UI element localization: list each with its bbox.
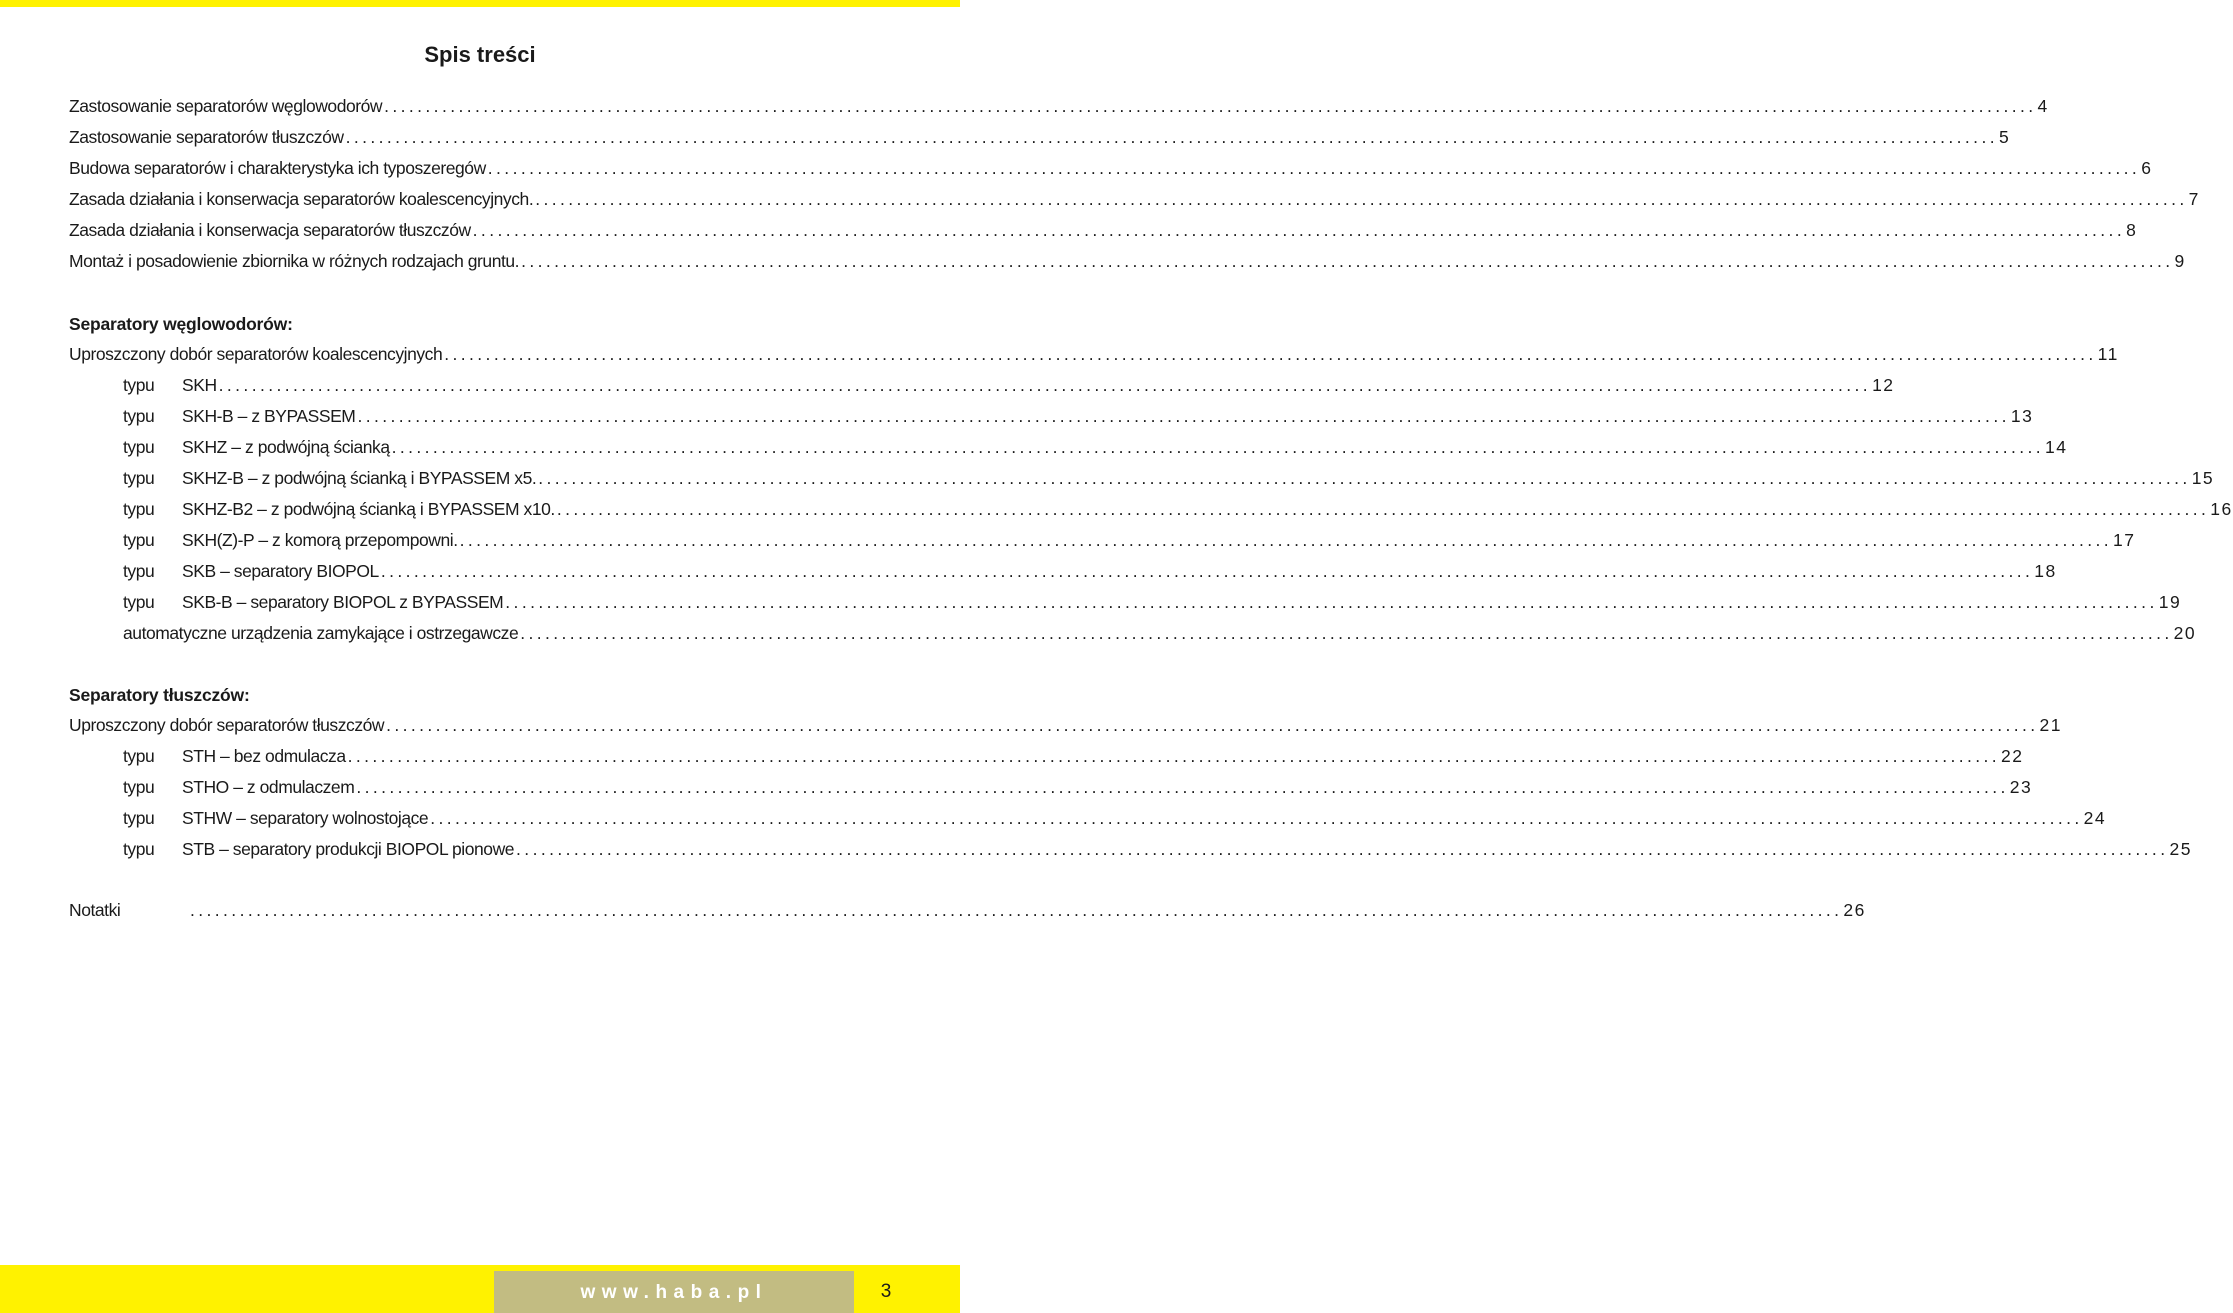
toc-entry-label: SKHZ-B2 – z podwójną ścianką i BYPASSEM x10. — [182, 499, 555, 519]
toc-type-prefix: typu — [123, 839, 155, 859]
toc-entry-label: Notatki — [69, 900, 121, 920]
dot-leader: ........................................................................................................................................................................................................ — [347, 746, 2001, 766]
dot-leader: ........................................................................................................................................................................................................ — [386, 715, 2039, 735]
toc-entry[interactable] — [69, 715, 2062, 741]
dot-leader: ........................................................................................................................................................................................................ — [516, 839, 2169, 859]
dot-leader: ........................................................................................................................................................................................................ — [556, 499, 2210, 519]
toc-subentry[interactable] — [123, 468, 2215, 494]
toc-subentry[interactable] — [123, 375, 1895, 401]
toc-entry-page: 7 — [2188, 189, 2200, 209]
toc-entry-notes[interactable] — [69, 900, 1866, 926]
toc-subentry[interactable] — [123, 839, 2192, 865]
toc-type-prefix: typu — [123, 499, 155, 519]
toc-entry-label: Budowa separatorów i charakterystyka ich typoszeregów — [69, 158, 486, 178]
dot-leader: ........................................................................................................................................................................................................ — [487, 158, 2141, 178]
toc-entry-label: Zastosowanie separatorów tłuszczów — [69, 127, 344, 147]
toc-entry-page: 15 — [2191, 468, 2215, 488]
toc-entry-label: Zastosowanie separatorów węglowodorów — [69, 96, 383, 116]
toc-type-prefix: typu — [123, 437, 155, 457]
toc-subentry[interactable] — [123, 437, 2068, 463]
toc-subentry[interactable] — [123, 623, 2197, 649]
dot-leader: ........................................................................................................................................................................................................ — [472, 220, 2126, 240]
footer-url-box — [494, 1271, 854, 1313]
dot-leader: ........................................................................................................................................................................................................ — [391, 437, 2045, 457]
website-link[interactable]: www.haba.pl — [580, 1282, 768, 1303]
page-title: Spis treści — [424, 42, 536, 67]
toc-entry-page: 22 — [2001, 746, 2024, 766]
dot-leader: ........................................................................................................................................................................................................ — [521, 251, 2174, 271]
dot-leader: ........................................................................................................................................................................................................ — [459, 530, 2113, 550]
toc-entry-page: 13 — [2010, 406, 2034, 426]
dot-leader: ........................................................................................................................................................................................................ — [520, 623, 2173, 643]
toc-entry-page: 8 — [2126, 220, 2138, 240]
toc-entry-label: SKH-B – z BYPASSEM — [182, 406, 356, 426]
toc-entry-label: SKB-B – separatory BIOPOL z BYPASSEM — [182, 592, 504, 612]
toc-subentry[interactable] — [123, 808, 2107, 834]
toc-entry-page: 20 — [2173, 623, 2197, 643]
toc-entry[interactable] — [69, 96, 2049, 122]
toc-entry-label: Zasada działania i konserwacja separatorów koalescencyjnych. — [69, 189, 534, 209]
toc-type-prefix: typu — [123, 746, 155, 766]
toc-entry-page: 24 — [2083, 808, 2107, 828]
toc-subentry[interactable] — [123, 530, 2136, 556]
toc-type-prefix: typu — [123, 777, 155, 797]
toc-subentry[interactable] — [123, 406, 2034, 432]
toc-entry-label: SKH(Z)-P – z komorą przepompowni. — [182, 530, 458, 550]
dot-leader: ........................................................................................................................................................................................................ — [357, 406, 2010, 426]
toc-entry-label: STHO – z odmulaczem — [182, 777, 355, 797]
toc-entry-label: SKH — [182, 375, 217, 395]
toc-entry-page: 11 — [2097, 344, 2119, 364]
toc-type-prefix: typu — [123, 561, 155, 581]
toc-subentry[interactable] — [123, 561, 2057, 587]
toc-entry-page: 6 — [2141, 158, 2153, 178]
toc-subentry[interactable] — [123, 777, 2033, 803]
toc-entry-label: SKHZ-B – z podwójną ścianką i BYPASSEM x5. — [182, 468, 537, 488]
toc-entry-label: Montaż i posadowienie zbiornika w różnych rodzajach gruntu. — [69, 251, 520, 271]
toc-entry[interactable] — [69, 344, 2119, 370]
toc-entry-page: 23 — [2009, 777, 2033, 797]
dot-leader: ........................................................................................................................................................................................................ — [444, 344, 2097, 364]
toc-entry-page: 25 — [2169, 839, 2192, 859]
section-heading-grease: Separatory tłuszczów: — [69, 685, 250, 705]
section-heading-hydrocarbon: Separatory węglowodorów: — [69, 314, 293, 334]
dot-leader: ........................................................................................................................................................................................................ — [380, 561, 2034, 581]
toc-entry-page: 17 — [2113, 530, 2136, 550]
toc-entry-label: Uproszczony dobór separatorów tłuszczów — [69, 715, 385, 735]
toc-entry-label: STHW – separatory wolnostojące — [182, 808, 429, 828]
page-number: 3 — [880, 1281, 892, 1302]
toc-entry-label: Uproszczony dobór separatorów koalescencyjnych — [69, 344, 443, 364]
toc-entry[interactable] — [69, 158, 2153, 184]
toc-entry[interactable] — [69, 189, 2200, 215]
toc-entry[interactable] — [69, 251, 2186, 277]
toc-entry-page: 14 — [2045, 437, 2068, 457]
toc-subentry[interactable] — [123, 499, 2233, 525]
toc-type-prefix: typu — [123, 468, 155, 488]
toc-entry-page: 9 — [2174, 251, 2186, 271]
dot-leader: ........................................................................................................................................................................................................ — [356, 777, 2009, 797]
dot-leader: ........................................................................................................................................................................................................ — [384, 96, 2037, 116]
toc-subentry[interactable] — [123, 592, 2182, 618]
toc-entry-page: 19 — [2158, 592, 2182, 612]
top-yellow-band — [0, 0, 960, 7]
toc-entry-page: 18 — [2034, 561, 2057, 581]
dot-leader: ........................................................................................................................................................................................................ — [505, 592, 2158, 612]
toc-type-prefix: typu — [123, 375, 155, 395]
toc-entry-page: 12 — [1872, 375, 1895, 395]
toc-subentry[interactable] — [123, 746, 2024, 772]
toc-type-prefix: typu — [123, 808, 155, 828]
toc-entry-page: 26 — [1843, 900, 1866, 920]
toc-entry-label: Zasada działania i konserwacja separatorów tłuszczów — [69, 220, 471, 240]
dot-leader: ........................................................................................................................................................................................................ — [218, 375, 1872, 395]
toc-entry-label: automatyczne urządzenia zamykające i ostrzegawcze — [123, 623, 519, 643]
dot-leader: ........................................................................................................................................................................................................ — [538, 468, 2191, 488]
dot-leader: ........................................................................................................................................................................................................ — [190, 900, 1843, 920]
toc-entry-page: 5 — [1998, 127, 2011, 147]
toc-entry-label: STH – bez odmulacza — [182, 746, 346, 766]
toc-entry-page: 21 — [2039, 715, 2062, 735]
toc-entry-label: SKHZ – z podwójną ścianką — [182, 437, 390, 457]
toc-entry-page: 16 — [2210, 499, 2233, 519]
toc-entry-page: 4 — [2037, 96, 2049, 116]
toc-type-prefix: typu — [123, 406, 155, 426]
toc-entry[interactable] — [69, 127, 2011, 153]
toc-entry-label: STB – separatory produkcji BIOPOL pionowe — [182, 839, 515, 859]
dot-leader: ........................................................................................................................................................................................................ — [430, 808, 2083, 828]
dot-leader: ........................................................................................................................................................................................................ — [535, 189, 2188, 209]
dot-leader: ........................................................................................................................................................................................................ — [345, 127, 1998, 147]
toc-entry-label: SKB – separatory BIOPOL — [182, 561, 379, 581]
toc-type-prefix: typu — [123, 592, 155, 612]
toc-entry[interactable] — [69, 220, 2138, 246]
toc-type-prefix: typu — [123, 530, 155, 550]
